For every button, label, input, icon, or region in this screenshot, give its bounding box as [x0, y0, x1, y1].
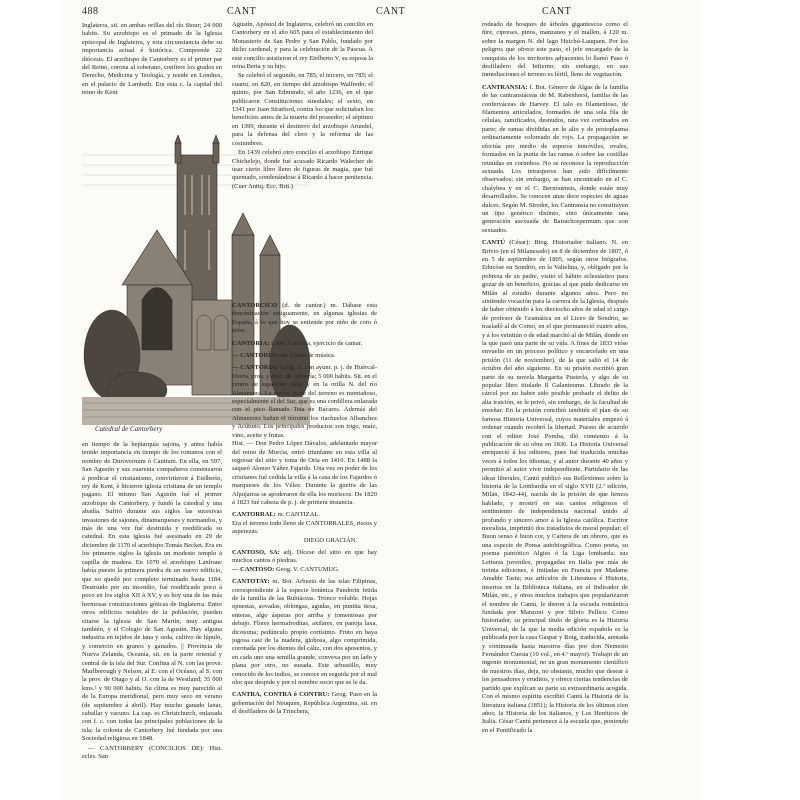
entry-cantorral: CANTORRAL: m. CANTIZAL.: [232, 511, 321, 519]
quote-line: Era el terreno todo lleno de CANTORRALES, riscos y asperezas.: [232, 519, 377, 536]
entry-cantoso-geog: — CANTOSO: Geog. V. CANTUMUG.: [232, 565, 340, 573]
running-head-left: CANT: [227, 6, 257, 17]
running-head-center: CANT: [376, 6, 406, 17]
entry-cantransia: CANTRANSIA: f. Bot. Género de Algas de la familia de las cantransiáceas de M. Rabenhorst, familia de las conferváceas de Harvey. El talo es filamentoso, de filamentos articulados, formados de una sola fila de células, ramificados, desnudos, rara vez cortinados en parte; de ramas divididas en lo alto y de protoplasma ordinariamente coloreado de rojo. La propagación se efectúa por medio de esporos inmóviles, ovales, formados en la punta de las ramas ó sobre las costillas reunidas en corimbos. No se reconoce la reproducción sexuada. Los tetrasporos han sido difícilmente observados; sin embargo, se han encontrado en el C. chalybea y en el C. Bernouensis, donde están muy desarrollados. Se conocen unas doce especies de aguas dulces. Según M. Sirodot, los Cantransia no constituyen un tipo genérico distinto, sino únicamente una generación asexuada de Batrachospermum que son sexuados.: [482, 83, 628, 234]
paragraph: Agustín, Apóstol de Inglaterra, celebró un concilio en Cantorbery en el año 605 para el establecimiento del Monasterio de San Pedro y San Pablo, fundado por dicho cardenal, y para la celebración de la Pascua. A este concilio asistieron el rey Etelberto V, su esposa la reina Berta y su hijo.: [232, 21, 373, 71]
paragraph-concilios: — CANTORBERY (CONCILIOS DE): Hist. ecles. San: [82, 744, 222, 761]
entry-cantoria-1: CANTORÍA: f. ant. Cantoría, ejercicio de cantar.: [232, 339, 363, 347]
entry-cantra: CANTRA, CONTRA ó CONTRU: Geog. Paso en la gobernación del Neuquen, República Argentina, sit. en el desfiladero de la Trinchera,: [232, 691, 377, 716]
paragraph: Inglaterra, sit. en ambas orillas del río Stour; 24 000 habits. Su arzobispo es el primado de la Iglesia episcopal de Inglaterra, y esta circunstancia debe su importancia actual é histórica. Comprende 22 diócesis. El arzobispo de Cantorbery es el primer par del Reino, corona al soberano, confiere los grados en Derecho, Medicina y Teología, y reside en Londres, en el palacio de Lambeth. Era esta c. la capital del reino de Kent: [82, 22, 222, 97]
column-1-bottom: [82, 441, 222, 793]
column-1-top: [82, 22, 222, 99]
running-head-right: CANT: [542, 6, 572, 17]
entry-cantoria-hist: Hist. — Don Pedro López Dávalos, adelantado mayor del reino de Murcia, entró triunfante en esta villa al regresar del sitio y toma de Oria en 1410. En 1488 la saqueó Alonso Yáñez Fajardo. Una vez en poder de los cristianos fué cedida la villa á la casa de los Fajardos ó marqueses de los Vélez. Durante la guerra de las Alpujarras se apoderaron de ella los moriscos. De 1820 á 1823 fué cabeza de p. j. de primera instancia.: [232, 440, 377, 506]
entry-cantorcico: CANTORCICO (d. de cantor.) m. Dábase esta denominación antiguamente, en algunas iglesias de España, á lo que hoy se entiende por niño de coro ó seise.: [232, 302, 377, 335]
entry-cantotay: CANTOTAY: m. Bot. Arbusto de las islas Filipinas, correspondiente á la especie botánica Pandorin fetida de la familia de las Rubiáceas. Tronco voluble. Hojas opuestas, aovadas, oblongas, agudas, en puntita tiesa, enteras, algo ásperas por arriba y tomentosas por debajo. Flores hermafroditas, axilares, en panoja laxa, dicotoma; pedúnculo propio cortísimo. Fruto en baya jugosa casi de la madera, globosa, algo comprimida, coronada por los dientes del cáliz, con dos aposentos, y en cada uno una semilla grande, convexa por un lado y plana por otro, no sueada. Este arbustillo, muy conocido de los indios, se conoce en seguida por el mal olor que despide y por el nombre socio que se le da.: [232, 578, 377, 687]
paragraph: rodeado de bosques de árboles gigantescos como el ñire, cipreses, pinos, manzanos y el mallen, á 120 m. sobre la margen N. del lago Huichú-Lauquen. Por los peligros que ofrece este paso, el jefe encargado de la conquista de los territorios adyacentes lo llamó Paso ó desfiladero del Infierno; sin embargo, en sus inmediaciones el terreno es fértil, lleno de vegetación.: [482, 21, 628, 79]
page-number: 488: [82, 6, 99, 17]
illustration-caption: Catedral de Cantorbery: [95, 425, 163, 433]
quote-author: DIEGO GRACIÁN.: [303, 536, 357, 544]
entry-cantoria-geog: — CANTORIA: Geog. V. con ayunt. p. j. de Huércal-Overa, prov. y dióc. de Almería; 5 000 habits. Sit. en el centro de espacioso valle y en la orilla N. del río Almanzora. La mayor parte del terreno es montañoso, especialmente el del Sur, que es una cordillera enlazada con el pico llamado Teta de Bacares. Además del Almanzora bañan el término los riachuelos Albanchez y Acútuno. Los principales productos son trigo, maíz, vino, aceite y frutas.: [232, 364, 377, 439]
entry-cantu: CANTÚ (César): Biog. Historiador italiano. N. en Brivio (en el Milanesado) en 8 de diciembre de 1807, ó en 5 de septiembre de 1805, según otros biógrafos. Educóse en Sondrio, en la Valtelina, y, obligado por la pobreza de su padre, vistió el hábito eclesiástico para gozar de un beneficio, gracias al que pudo dedicarse en Milán al estudio durante algunos años. Pero no sintiendo vocación para la carrera de la Iglesia, después de haber obtenido á los dieciocho años de edad el cargo de profesor de Gramática en el Liceo de Sondrio, se trasladó al de Como, en el que permaneció cuatro años, y á los veintiún o de edad marchó al de Milán, donde en la que pasó una parte de su vida. A fines de 1833 vióse envuelto en un proceso político y encarcelado en una prisión (11 de noviembre), de la que salió el 14 de octubre del año siguiente. En su prisión escribió gran parte de su novela Margarita Pusterla, y algo de su popular libro titulado Il Galantuomo. Librado de la cárcel por no haber sido posible probarle el delito de alta traición, se le privó, sin embargo, de la facultad de enseñar. En la prisión concibió también el plan de su famosa Historia Universal, cuyos materiales empezó á ordenar cuando recobró la libertad. Puesto de acuerdo con el editor José Pomba, dió comienzo á la publicación de su obra en 1836. La Historia Universal enriqueció á los editores, pues fué traducida muchas veces á todos los idiomas, y al autor durante 40 años y permitió al autor vivir independiente. Partidario de las ideas liberales, Cantú publicó sus Reflexiones sobre la historia de la Lombardía en el siglo XVII (2.ª edición, Milán, 1842-44), nacida de la prisión de que hemos hablado, y mostró en sus cantos religiosos el sentimiento de independencia nacional unido al profundo y sincero amor á la Iglesia católica. Escritor moralista, imprimió dos tratadistos de moral popular: el Buon senso é buon cor, y Cartera de un obrero, que es una especie de Ponsa autobiográfica. Como poeta, su poema patriótico Algiso ó la Liga lombarda; sus Letturas juveniles, propagadas en Italia por más de treinta ediciones, é imitadas en Francia por Madame Amable Tastu; sus artículos de Literatura é Historia, insertos en la Biblioteca italiana, en el Indicador de Milán, etc., y otros muchos trabajos que popularizaron el nombre de Cantú, le dieron á la escuela romántica fundada por Manzoni y por Silvio Pellico. Como historiador, su principal título de gloria es la Historia Universal, de la que la media edición española es la publicada por la casa Gaspar y Roig, traducida, anotada y continuada hasta nuestros días por don Nemesio Fernández Cuesta (10 vol., en 4.º mayor). Trabajo de un ingenio monumental, no un gran monumento científico de nuestros días, deja, no obstante, mucho que desear á los pensadores y eruditos, y ofrece ciertas tendencias de partido que explican su parte su extraordinaria acogida. Con el mismo espíritu escribió Cantú la Historia de la literatura italiana (1851); la Historia de los últimos cien años; la Historia de los italianos, y Los Heréticos de Italia. César Cantú pertenece á la escuela que, poniendo en el Pontificado la: [482, 239, 628, 734]
column-3: [482, 21, 628, 793]
paragraph: En 1439 celebró otro concilio el arzobispo Enrique Chichelejo, donde fué acusado Ricardo Walecher de usar cierto libro lleno de figuras de magia, que fué quemado, condenándose á Ricardo á hacer penitencia. (Cuer Antiq. Ecc. Brit.): [232, 149, 373, 190]
entry-cantoso: CANTOSO, SA: adj. Dícese del sitio en que hay muchos cantos ó piedras.: [232, 548, 377, 565]
column-2-top: [232, 21, 373, 192]
column-2-entries: [232, 298, 377, 793]
entry-cantoria-2: — CANTORÍA: ant. Canto de música.: [232, 352, 336, 360]
paragraph: Se celebró el segundo, en 785; el tercero, en 785; el cuarto, en 820, en tiempo del arzobispo Walfredo; el quinto, por San Edmundo, el año 1236, en el que publicaron Constituciones sinodales; el sexto, en 1341 por Juan Stratford, contra los que solicitaban los beneficios antes de la muerte del poseedor; el séptimo en 1399, durante el destierro del arzobispo Arundel, para la defensa del clero y la reforma de las costumbres.: [232, 72, 373, 147]
paragraph: en tiempo de la heptarquía sajona, y antes había tenido importancia en tiempo de los romanos con el nombre de Durovernum ó Cantium. En ella, en 597, San Agustín y sus cuarenta compañeros comenzaron á predicar el cristianismo, convirtieron á Etelberto, rey de Kent, é hicieron iglesia cristiana de un templo pagano. El mismo San Agustín fué el primer arzobispo de Cantorbery, y fundó la catedral y una abadía. Sufrió durante sus siglos las sucesivas invasiones de sajones, dinamarqueses y normandos, y más de una vez fué destruida y reedificada su catedral. En esta iglesia fué asesinado en 29 de diciembre de 1170 el arzobispo Tomás Becket. Era en los primeros siglos la iglesia un modesto templo á capilla de madera. En 1070 el arzobispo Lanfranc había puesto la primera piedra de un nuevo edificio, que no quedó por completo terminado hasta 1184. Destruido por un incendio, fué reedificado poco á poco en los siglos XII á XV, y es hoy una de las más hermosas construcciones góticas de Inglaterra. Entre otros edificios notables de la población, pueden citarse la iglesia de San Martín, muy antigua también, y el Colegio de San Agustín. Hay alguna industria en tejidos de lana y seda, cultivo de lúpulo, y comercio en granos y ganados. || Provincia de Nueva Zelanda, Oceanía, sit. en la parte oriental y central de la isla del Sur. Confina al N. con las provs. Marlborough y Nelson, al E. con el Océano, al S. con la prov. de Otago y al O. con la de Westland; 35 000 kms.² y 90 000 habits. Su clima es muy parecido al de la Europa meridional, pero muy seco en verano (de septiembre á abril). Hay mucho ganado lanar, caballar y vacuno. La cap. es Christchurch, enlazada con f. c. con todas las principales poblaciones de la isla; la colonia de Cantorbery fué fundada por una Sociedad religiosa en 1848.: [82, 441, 222, 743]
